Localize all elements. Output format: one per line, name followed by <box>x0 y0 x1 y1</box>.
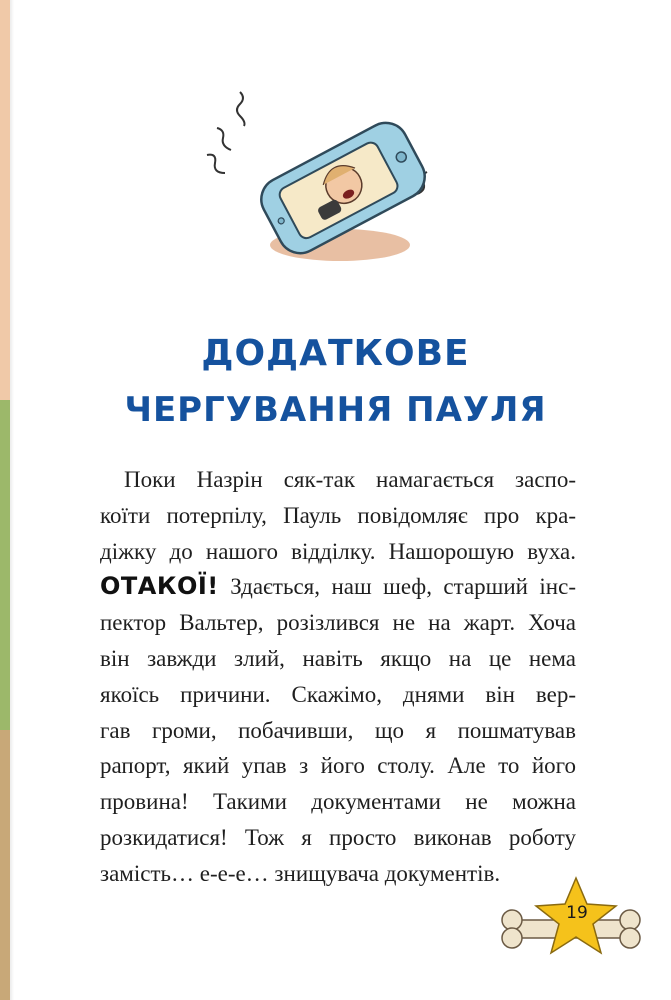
body-line: Поки Назрін сяк-так намагається заспо- <box>124 467 576 492</box>
body-line: замість… е-е-е… знищувача документів. <box>100 860 501 886</box>
body-line: рапорт, який упав з його столу. Але то його <box>100 753 576 779</box>
body-line: він завжди злий, навіть якщо на це нема <box>100 645 576 671</box>
vibration-line-icon <box>237 92 245 126</box>
body-line-with-exclamation <box>100 569 576 605</box>
body-line: гав громи, побачивши, що я пошматував <box>100 717 576 743</box>
page-gutter-shadow <box>10 0 14 1000</box>
vibration-line-icon <box>207 155 225 173</box>
exclamation-word: ОТАКОЇ! <box>100 572 219 601</box>
body-line: діжку до нашого відділку. Нашорошую вуха. <box>100 538 576 564</box>
body-line: якоїсь причини. Скажімо, днями він вер- <box>100 681 576 707</box>
adjacent-page-edge <box>0 0 10 1000</box>
body-paragraph <box>100 462 576 892</box>
ringing-phone-illustration <box>195 80 435 280</box>
chapter-title-line2: ЧЕРГУВАННЯ ПАУЛЯ <box>124 390 547 430</box>
body-line-fragment: Здається, наш шеф, старший інс- <box>218 574 576 600</box>
page-number: 19 <box>566 903 588 923</box>
body-line: коїти потерпілу, Пауль повідомляє про кра- <box>100 502 576 528</box>
body-line: пектор Вальтер, розізлився не на жарт. Хоча <box>100 610 576 636</box>
vibration-line-icon <box>217 128 231 150</box>
edge-segment-middle <box>0 400 10 730</box>
body-line: розкидатися! Тож я просто виконав роботу <box>100 824 576 850</box>
chapter-title-line1: ДОДАТКОВЕ <box>201 333 470 374</box>
edge-segment-bottom <box>0 730 10 1000</box>
body-line: провина! Такими документами не можна <box>100 789 576 815</box>
